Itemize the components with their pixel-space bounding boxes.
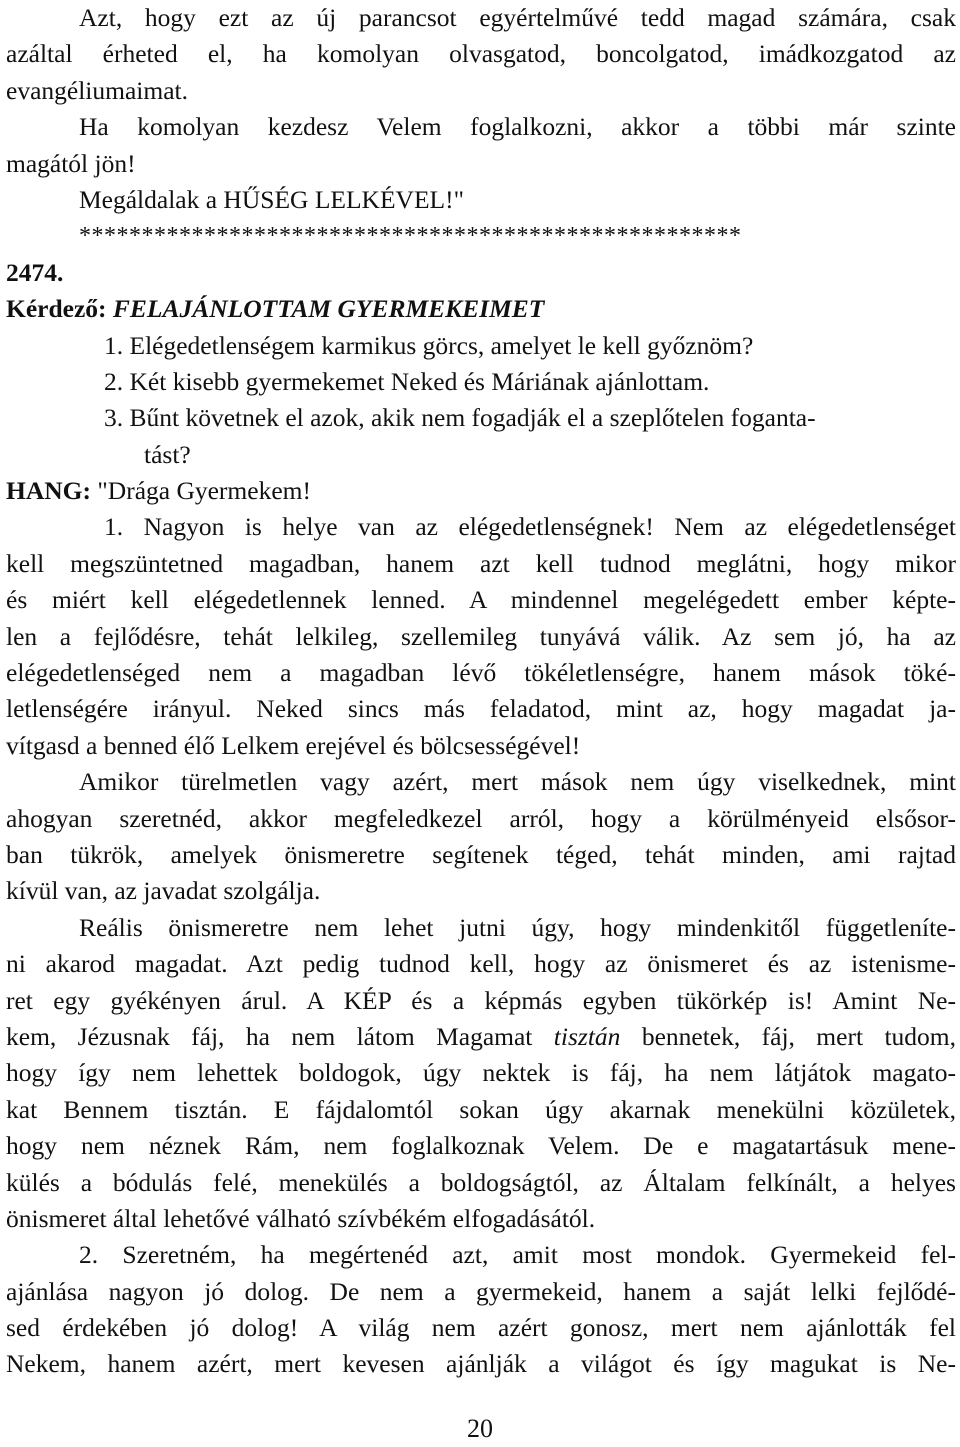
intro-line: Ha komolyan kezdesz Velem foglalkozni, akkor a többi már szinte [79, 112, 956, 142]
paragraph-line: Amikor türelmetlen vagy azért, mert mások nem úgy viselkednek, mint [79, 767, 956, 797]
paragraph-line: kívül van, az javadat szolgálja. [6, 876, 321, 906]
paragraph-line: letlenségére irányul. Neked sincs más feladatod, mint az, hogy magadat ja- [6, 694, 956, 724]
paragraph-line: külés a bódulás felé, menekülés a boldogságtól, az Általam felkínált, a helyes [6, 1167, 956, 1197]
voice-label: HANG: [6, 476, 91, 506]
question-3: 3. Bűnt követnek el azok, akik nem fogadják el a szeplőtelen foganta- [104, 403, 816, 433]
paragraph-line: vítgasd a benned élő Lelkem erejével és bölcsességével! [6, 730, 581, 760]
paragraph-line: Nekem, hanem azért, mert kevesen ajánlják a világot és így magukat is Ne- [6, 1349, 956, 1379]
paragraph-line: elégedetlenséged nem a magadban lévő tökéletlenségre, hanem mások töké- [6, 658, 956, 688]
paragraph-line-with-emphasis [6, 1019, 956, 1055]
intro-line: Azt, hogy ezt az új parancsot egyértelművé tedd magad számára, csak [79, 3, 956, 32]
paragraph-line: és miért kell elégedetlennek lenned. A mindennel megelégedett ember képte- [6, 585, 956, 615]
document-page [6, 0, 956, 1383]
paragraph-line: ban tükrök, amelyek önismeretre segítenek téged, tehát minden, ami rajtad [6, 839, 956, 869]
intro-line: magától jön! [6, 148, 136, 178]
paragraph-line: ret egy gyékényen árul. A KÉP és a képmás egyben tükörkép is! Amint Ne- [6, 985, 956, 1015]
intro-line: evangéliumaimat. [6, 75, 188, 105]
asker-label: Kérdező: [6, 294, 107, 324]
paragraph-line: hogy nem néznek Rám, nem foglalkoznak Velem. De e magatartásuk mene- [6, 1131, 956, 1161]
paragraph-line: kat Bennem tisztán. E fájdalomtól sokan úgy akarnak menekülni közületek, [6, 1094, 956, 1124]
paragraph-line: ajánlása nagyon jó dolog. De nem a gyermekeid, hanem a saját lelki fejlődé- [6, 1276, 956, 1306]
page-number: 20 [467, 1414, 493, 1443]
question-1: 1. Elégedetlenségem karmikus görcs, amelyet le kell győznöm? [104, 330, 754, 360]
greeting-text: "Drága Gyermekem! [97, 476, 311, 506]
line-text: kem, Jézusnak fáj, ha nem látom Magamat [6, 1021, 554, 1051]
paragraph-line: sed érdekében jó dolog! A világ nem azért gonosz, mert nem ajánlották fel [6, 1313, 956, 1343]
paragraph-line: önismeret által lehetővé válható szívbékém elfogadásától. [6, 1203, 596, 1233]
paragraph-line: 2. Szeretném, ha megértenéd azt, amit most mondok. Gyermekeid fel- [79, 1240, 956, 1270]
paragraph-line: ahogyan szeretnéd, akkor megfeledkezel arról, hogy a körülményeid elsősor- [6, 803, 956, 833]
voice-greeting [6, 473, 956, 509]
paragraph-line: 1. Nagyon is helye van az elégedetlenségnek! Nem az elégedetlenséget [104, 512, 956, 542]
paragraph-line: Reális önismeretre nem lehet jutni úgy, hogy mindenkitől függetleníte- [79, 912, 956, 942]
separator-stars: ***************************************************** [79, 223, 742, 250]
paragraph-line: ni akarod magadat. Azt pedig tudnod kell, hogy az önismeret és az istenisme- [6, 949, 956, 979]
blessing-line: Megáldalak a HŰSÉG LELKÉVEL!" [79, 184, 465, 214]
emphasis-text: tisztán [553, 1021, 621, 1051]
question-3-continued: tást? [144, 439, 191, 469]
entry-heading [6, 291, 956, 327]
paragraph-line: hogy így nem lehettek boldogok, úgy nektek is fáj, ha nem látjátok magato- [6, 1058, 956, 1088]
paragraph-line: kell megszüntetned magadban, hanem azt kell tudnod meglátni, hogy mikor [6, 548, 956, 578]
line-text: bennetek, fáj, mert tudom, [620, 1021, 956, 1051]
intro-line: azáltal érheted el, ha komolyan olvasgatod, boncolgatod, imádkozgatod az [6, 39, 956, 69]
paragraph-line: len a fejlődésre, tehát lelkileg, szellemileg tunyává válik. Az sem jó, ha az [6, 621, 956, 651]
entry-number: 2474. [6, 257, 64, 287]
question-2: 2. Két kisebb gyermekemet Neked és Máriának ajánlottam. [104, 366, 710, 396]
entry-title: FELAJÁNLOTTAM GYERMEKEIMET [112, 294, 545, 324]
